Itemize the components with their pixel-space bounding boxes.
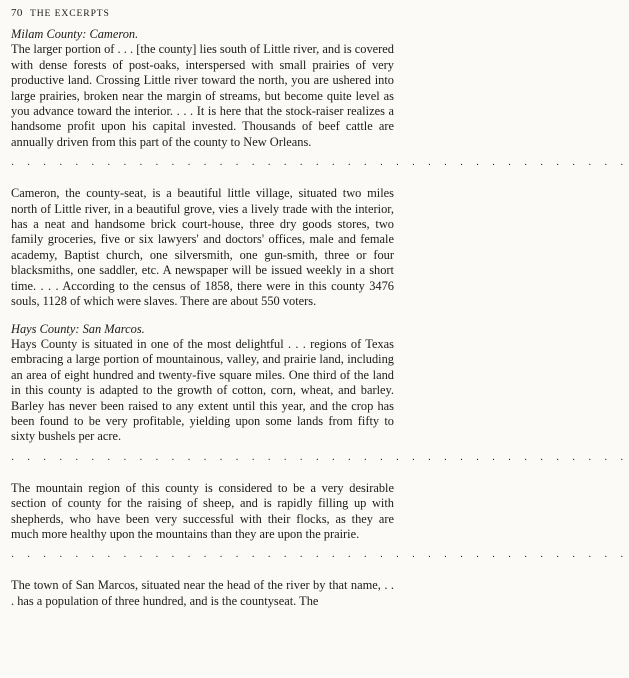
hays-separator-1: · · · · · · · · · · · · · · · · · · · · · · · · · · · · · · · · · · · · · · ·: [11, 454, 629, 466]
running-title: THE EXCERPTS: [29, 8, 110, 19]
milam-heading: Milam County: Cameron.: [11, 27, 139, 41]
running-head: [11, 6, 394, 21]
section-gap: [11, 310, 394, 322]
hays-paragraph-2: The mountain region of this county is considered to be a very desirable section of county for the raising of sheep, and is rapidly filling up with shepherds, who have been very successful with their flocks, as they are much more healthy upon the mountains than they are upon the prairie.: [11, 480, 394, 541]
page-number: 70: [11, 7, 23, 19]
hays-paragraph-3: The town of San Marcos, situated near the head of the river by that name, . . . has a population of three hundred, and is the countyseat. The: [11, 578, 394, 608]
hays-paragraph-1: Hays County is situated in one of the most delightful . . . regions of Texas embracing a large portion of mountainous, valley, and prairie land, including an area of eight hundred and twenty-five square miles. One third of the land in this county is adapted to the growth of cotton, corn, wheat, and barley. Barley has never been raised to any extent until this year, and the crop has been found to be very profitable, yielding upon some lands from fifty to sixty bushels per acre.: [11, 336, 394, 444]
hays-heading: Hays County: San Marcos.: [11, 321, 145, 336]
milam-paragraph-2: Cameron, the county-seat, is a beautiful little village, situated two miles north of Little river, in a beautiful grove, vies a lively trade with the interior, has a neat and handsome brick court-house, three dry goods stores, two family groceries, five or six lawyers' and doctors' offices, male and female academy, Baptist church, one silversmith, one gun-smith, three or four blacksmiths, one saddler, etc. A newspaper will be issued weekly in a short time. . . . According to the census of 1858, there were in this county 3476 souls, 1128 of which were slaves. There are about 550 voters.: [11, 186, 394, 309]
milam-section: [11, 27, 629, 310]
hays-separator-2: · · · · · · · · · · · · · · · · · · · · · · · · · · · · · · · · · · · · · · ·: [11, 552, 629, 564]
milam-paragraph-1: The larger portion of . . . [the county] lies south of Little river, and is covered with dense forests of post-oaks, interspersed with small prairies of very productive land. Crossing Little river toward the north, you are ushered into large prairies, broken near the margin of streams, but become quite level as you advance toward the interior. . . . It is here that the stock-raiser realizes a handsome profit upon his capital invested. Thousands of beef cattle are annually driven from this part of the county to New Orleans.: [11, 42, 394, 149]
hays-section: [11, 321, 629, 610]
milam-separator: · · · · · · · · · · · · · · · · · · · · · · · · · · · · · · · · · · · · · · ·: [11, 160, 629, 172]
